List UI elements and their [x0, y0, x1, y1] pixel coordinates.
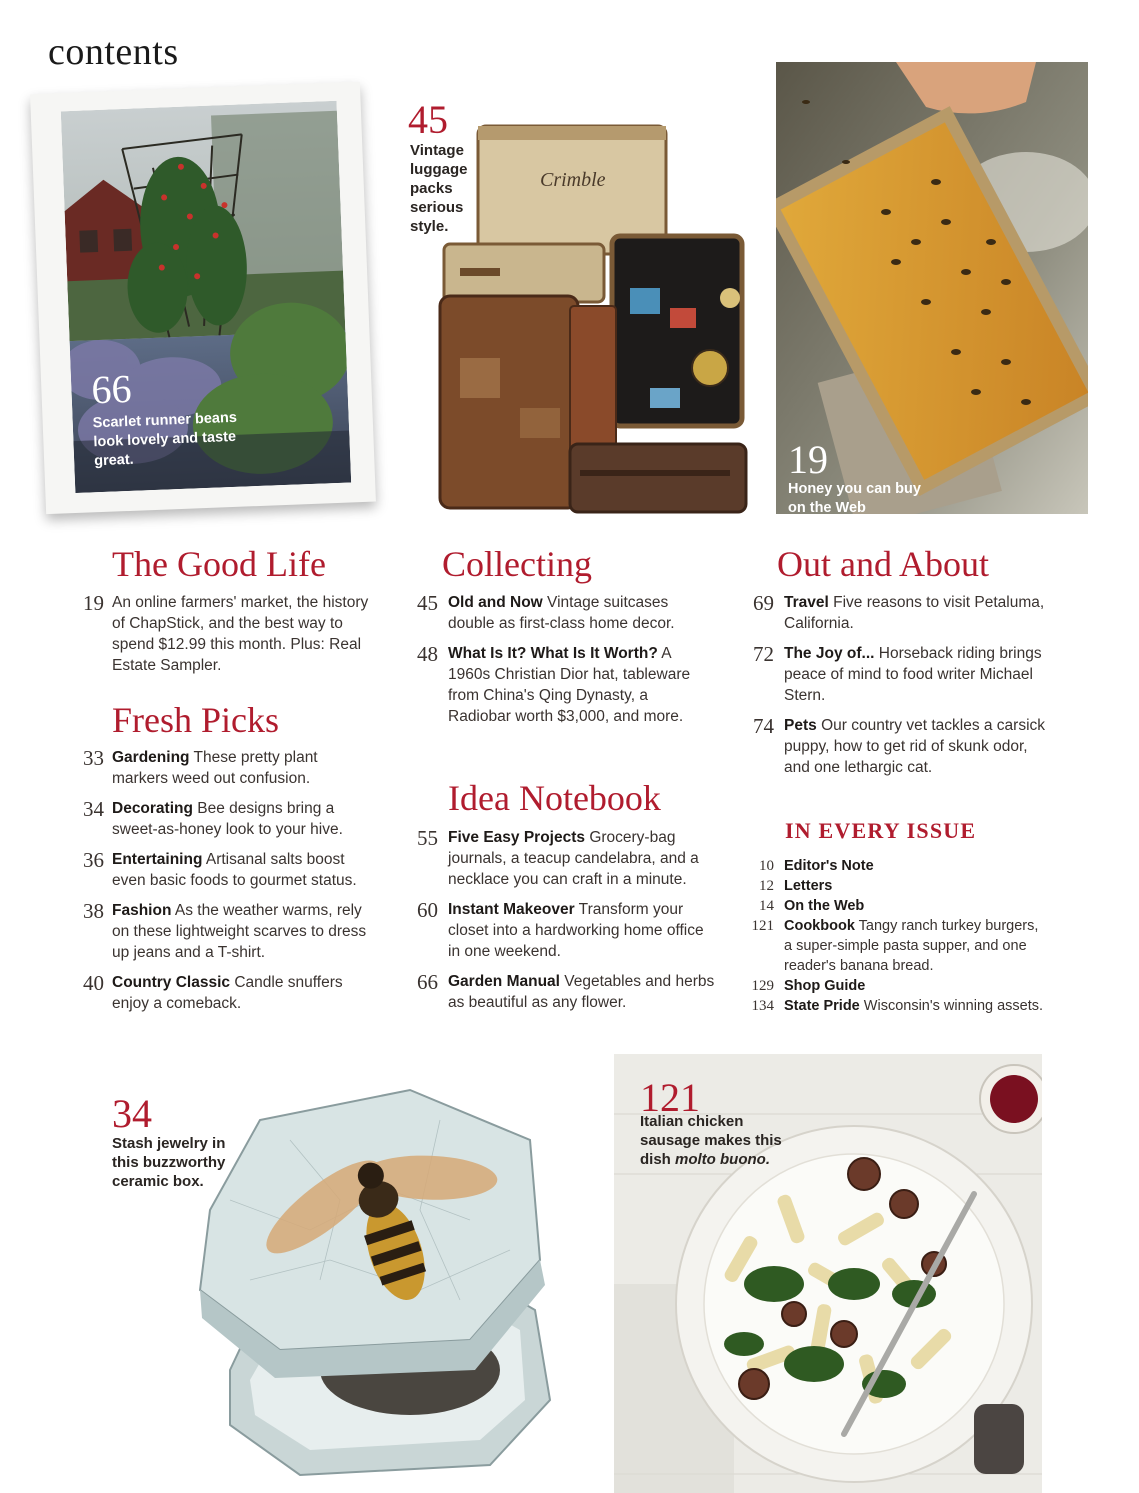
toc-page-number: 60	[417, 898, 438, 922]
toc-label: Cookbook	[784, 918, 855, 934]
toc-description: A 1960s Christian Dior hat, tableware from China's Qing Dynasty, a Radiobar worth $3,000, and more.	[448, 645, 691, 725]
luggage-illustration[interactable]	[430, 118, 760, 528]
toc-page-number: 36	[83, 848, 104, 872]
toc-entry[interactable]	[74, 798, 374, 840]
toc-label: Entertaining	[112, 851, 203, 868]
toc-entry[interactable]	[742, 916, 1052, 976]
toc-description: An online farmers' market, the history of ChapStick, and the best way to spend $12.99 this month. Plus: Real Estate Sampler.	[112, 594, 369, 674]
toc-page-number: 10	[759, 858, 774, 874]
toc-entry[interactable]	[74, 972, 374, 1014]
pasta-caption-italic: molto buono.	[675, 1151, 770, 1168]
toc-label: Country Classic	[112, 974, 231, 991]
toc-page-number: 66	[417, 970, 438, 994]
toc-description: Vegetables and herbs as beautiful as any flower.	[448, 973, 715, 1011]
box-caption: Stash jewelry in this buzzworthy ceramic box.	[112, 1135, 226, 1190]
honey-photo[interactable]	[776, 62, 1088, 514]
bee-box-illustration[interactable]	[190, 1080, 590, 1480]
honey-caption-text: Honey you can buy on the Web	[788, 481, 921, 514]
luggage-tag-text: Crimble	[540, 169, 606, 191]
toc-description: Our country vet tackles a carsick puppy, how to get rid of skunk odor, and one lethargic cat.	[784, 717, 1046, 776]
toc-page-number: 45	[417, 591, 438, 615]
garden-page-number: 66	[90, 365, 133, 413]
toc-label: Editor's Note	[784, 858, 874, 874]
honey-caption	[788, 437, 928, 514]
section-fresh-picks-title: Fresh Picks	[112, 700, 280, 740]
toc-page-number: 74	[753, 714, 774, 738]
toc-label: Old and Now	[448, 594, 543, 611]
box-page-number: 34	[112, 1091, 152, 1136]
toc-page-number: 129	[751, 978, 774, 994]
pasta-caption-text: Italian chicken sausage makes this dish	[640, 1113, 782, 1168]
toc-entry[interactable]	[74, 900, 374, 963]
toc-entry[interactable]	[408, 827, 718, 890]
toc-label: Pets	[784, 717, 817, 734]
section-collecting-title: Collecting	[442, 544, 592, 584]
honey-page-number: 19	[788, 437, 828, 482]
toc-page-number: 134	[751, 998, 774, 1014]
toc-page-number: 14	[759, 898, 774, 914]
toc-description: Bee designs bring a sweet-as-honey look to your hive.	[112, 800, 343, 838]
pasta-page-number: 121	[640, 1075, 700, 1120]
toc-page-number: 55	[417, 826, 438, 850]
section-out-and-about-title: Out and About	[777, 544, 989, 584]
page-title: contents	[48, 31, 179, 73]
toc-entry[interactable]	[74, 592, 374, 676]
toc-entry[interactable]	[742, 876, 1052, 896]
toc-label: What Is It? What Is It Worth?	[448, 645, 658, 662]
toc-description: Five reasons to visit Petaluma, California.	[784, 594, 1045, 632]
toc-entry[interactable]	[408, 643, 708, 727]
section-idea-notebook-title: Idea Notebook	[448, 778, 661, 818]
toc-label: Fashion	[112, 902, 172, 919]
toc-entry[interactable]	[744, 715, 1054, 778]
toc-description: As the weather warms, rely on these lightweight scarves to dress up jeans and a T-shirt.	[112, 902, 367, 961]
toc-label: Five Easy Projects	[448, 829, 585, 846]
toc-label: Letters	[784, 878, 833, 894]
toc-entry[interactable]	[744, 592, 1054, 634]
toc-page-number: 40	[83, 971, 104, 995]
toc-entry[interactable]	[742, 896, 1052, 916]
toc-label: The Joy of...	[784, 645, 875, 662]
toc-page-number: 121	[751, 918, 774, 934]
toc-entry[interactable]	[408, 971, 718, 1013]
pasta-caption	[640, 1112, 800, 1169]
toc-page-number: 69	[753, 591, 774, 615]
toc-label: State Pride	[784, 998, 860, 1014]
toc-label: Decorating	[112, 800, 193, 817]
toc-label: Shop Guide	[784, 978, 866, 994]
toc-entry[interactable]	[408, 592, 708, 634]
garden-photo[interactable]	[61, 101, 351, 493]
garden-caption	[91, 365, 245, 472]
toc-page-number: 12	[759, 878, 774, 894]
toc-entry[interactable]	[742, 856, 1052, 876]
toc-entry[interactable]	[408, 899, 718, 962]
toc-page-number: 19	[83, 591, 104, 615]
toc-description: Tangy ranch turkey burgers, a super-simple pasta supper, and one reader's banana bread.	[784, 918, 1039, 974]
toc-description: Wisconsin's winning assets.	[863, 998, 1044, 1014]
toc-entry[interactable]	[74, 849, 374, 891]
toc-description: Vintage suitcases double as first-class home decor.	[448, 594, 675, 632]
garden-caption-text: Scarlet runner beans look lovely and taste great.	[92, 409, 238, 470]
toc-label: Instant Makeover	[448, 901, 575, 918]
toc-description: Artisanal salts boost even basic foods to gourmet status.	[112, 851, 357, 889]
toc-page-number: 34	[83, 797, 104, 821]
toc-page-number: 72	[753, 642, 774, 666]
toc-page-number: 33	[83, 746, 104, 770]
toc-description: Horseback riding brings peace of mind to food writer Michael Stern.	[784, 645, 1042, 704]
section-every-issue-title: IN EVERY ISSUE	[785, 818, 977, 843]
luggage-caption: Vintage luggage packs serious style.	[410, 142, 468, 235]
garden-photo-frame	[30, 82, 376, 514]
toc-description: These pretty plant markers weed out confusion.	[112, 749, 318, 787]
toc-entry[interactable]	[742, 976, 1052, 996]
luggage-page-number: 45	[408, 97, 448, 142]
toc-entry[interactable]	[744, 643, 1054, 706]
toc-description: Grocery-bag journals, a teacup candelabra, and a necklace you can craft in a minute.	[448, 829, 699, 888]
toc-label: Gardening	[112, 749, 190, 766]
toc-description: Transform your closet into a hardworking home office in one weekend.	[448, 901, 704, 960]
toc-label: Garden Manual	[448, 973, 560, 990]
toc-page-number: 38	[83, 899, 104, 923]
toc-label: On the Web	[784, 898, 865, 914]
toc-entry[interactable]	[74, 747, 374, 789]
toc-entry[interactable]	[742, 996, 1062, 1016]
section-good-life-title: The Good Life	[112, 544, 326, 584]
toc-page-number: 48	[417, 642, 438, 666]
toc-label: Travel	[784, 594, 829, 611]
toc-description: Candle snuffers enjoy a comeback.	[112, 974, 343, 1012]
